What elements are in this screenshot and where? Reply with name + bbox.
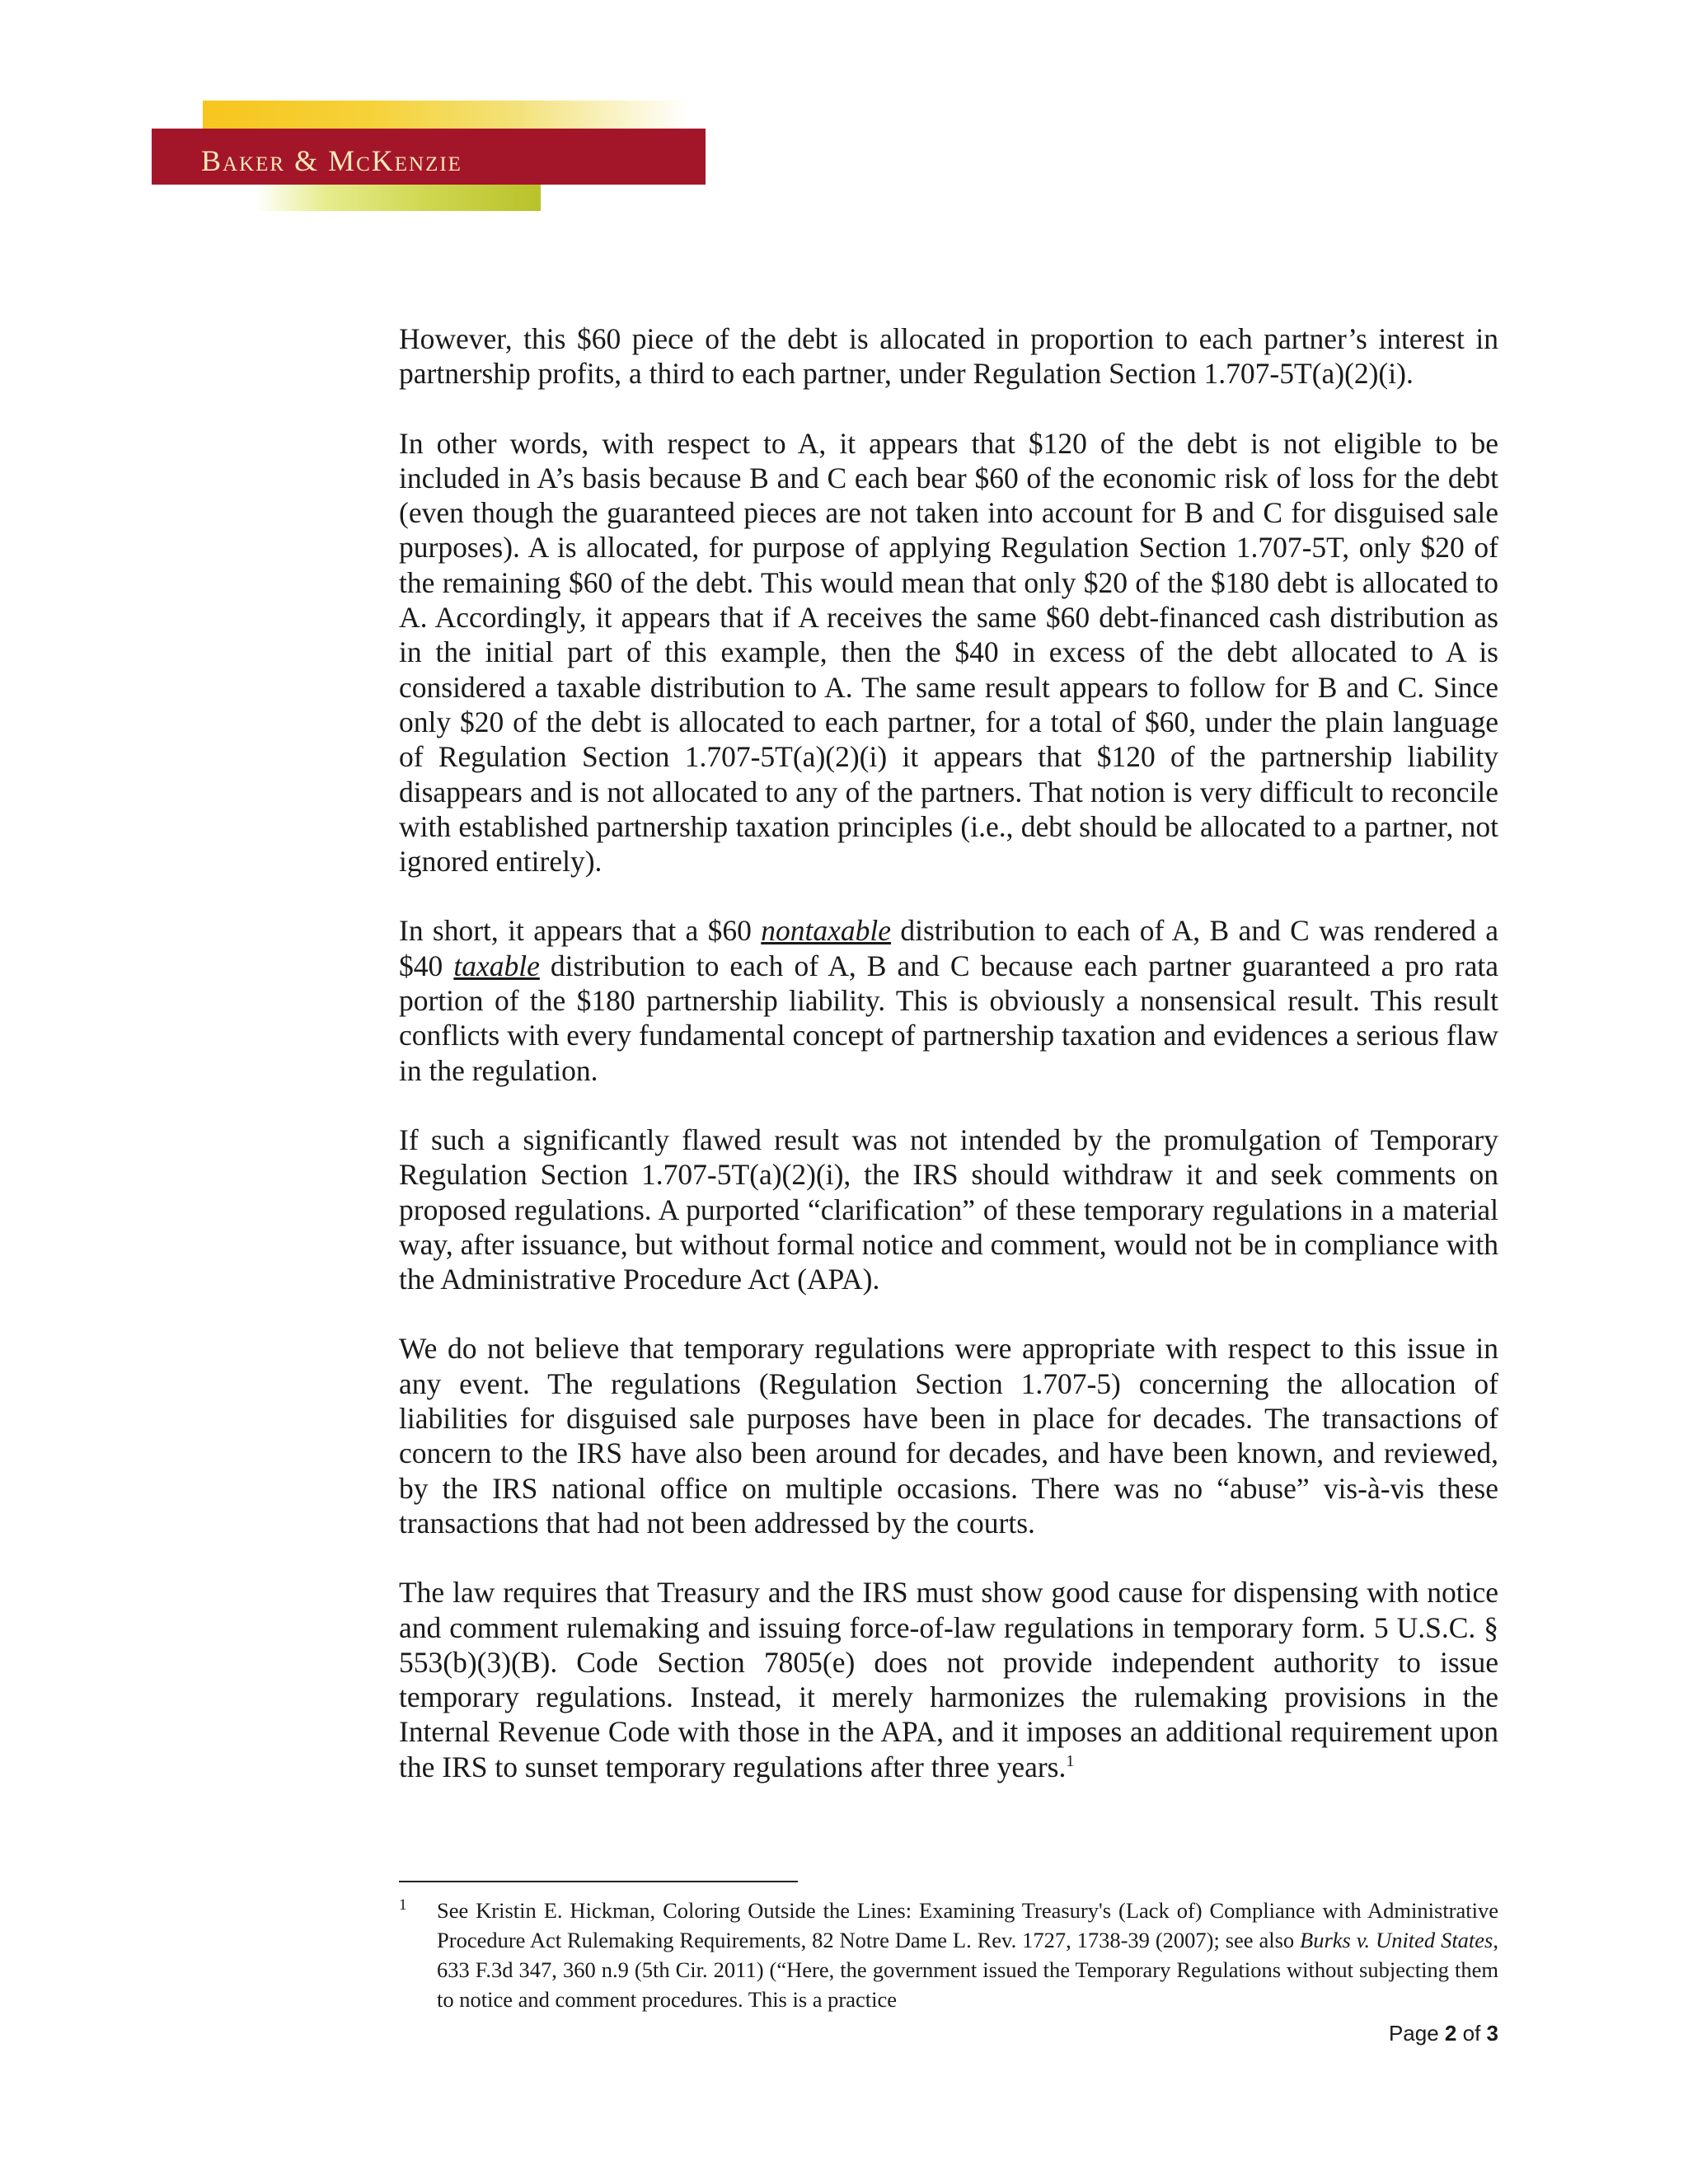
- emphasis-nontaxable: nontaxable: [761, 914, 891, 948]
- paragraph-6: [399, 1575, 1498, 1784]
- footnote-text-b: , 633 F.3d 347, 360 n.9 (5th Cir. 2011) (“Here, the government issued the Temporary Regulations without subjecting them to notice and comment procedures. This is a practice: [437, 1928, 1498, 2012]
- firm-logo: [148, 97, 709, 213]
- footnote-1: [399, 1896, 1498, 2014]
- paragraph-2: In other words, with respect to A, it appears that $120 of the debt is not eligible to be included in A’s basis because B and C each bear $60 of the economic risk of loss for the debt (even though the guaranteed pieces are not taken into account for B and C for disguised sale purposes). A is allocated, for purpose of applying Regulation Section 1.707-5T, only $20 of the remaining $60 of the debt. This would mean that only $20 of the $180 debt is allocated to A. Accordingly, it appears that if A receives the same $60 debt-financed cash distribution as in the initial part of this example, then the $40 in excess of the debt allocated to A is considered a taxable distribution to A. The same result appears to follow for B and C. Since only $20 of the debt is allocated to each partner, for a total of $60, under the plain language of Regulation Section 1.707-5T(a)(2)(i) it appears that $120 of the partnership liability disappears and is not allocated to any of the partners. That notion is very difficult to reconcile with established partnership taxation principles (i.e., debt should be allocated to a partner, not ignored entirely).: [399, 426, 1498, 879]
- page-prefix: Page: [1388, 2021, 1445, 2046]
- page-of: of: [1456, 2021, 1487, 2046]
- paragraph-3-text-a: In short, it appears that a $60: [399, 914, 762, 948]
- logo-text: Baker & McKenzie: [201, 144, 462, 177]
- paragraph-3-text-b: distribution to each of A, B and C was rendered a $40: [399, 914, 1499, 982]
- paragraph-5: We do not believe that temporary regulations were appropriate with respect to this issue in any event. The regulations (Regulation Section 1.707-5) concerning the allocation of liabilities for disguised sale purposes have been in place for decades. The transactions of concern to the IRS have also been around for decades, and have been known, and reviewed, by the IRS national office on multiple occasions. There was no “abuse” vis-à-vis these transactions that had not been addressed by the courts.: [399, 1332, 1498, 1540]
- paragraph-6-text: The law requires that Treasury and the IRS must show good cause for dispensing with notice and comment rulemaking and issuing force-of-law regulations in temporary form. 5 U.S.C. § 553(b)(3)(B). Code Section 7805(e) does not provide independent authority to issue temporary regulations. Instead, it merely harmonizes the rulemaking provisions in the Internal Revenue Code with those in the APA, and it imposes an additional requirement upon the IRS to sunset temporary regulations after three years.: [399, 1576, 1498, 1783]
- footnote-text-a: See Kristin E. Hickman, Coloring Outside the Lines: Examining Treasury's (Lack of) Compliance with Administrative Procedure Act Rulemaking Requirements, 82 Notre Dame L. Rev. 1727, 1738-39 (2007); see also: [437, 1898, 1498, 1952]
- paragraph-4: If such a significantly flawed result was not intended by the promulgation of Temporary Regulation Section 1.707-5T(a)(2)(i), the IRS should withdraw it and seek comments on proposed regulations. A purported “clarification” of these temporary regulations in a material way, after issuance, but without formal notice and comment, would not be in compliance with the Administrative Procedure Act (APA).: [399, 1122, 1498, 1296]
- emphasis-taxable: taxable: [453, 949, 540, 982]
- footnote-number: 1: [399, 1896, 407, 1914]
- page-total: 3: [1486, 2021, 1498, 2046]
- page-number: [1389, 2021, 1498, 2046]
- paragraph-3-text-c: distribution to each of A, B and C because each partner guaranteed a pro rata portion of the $180 partnership liability. This is obviously a nonsensical result. This result conflicts with every fundamental concept of partnership taxation and evidences a serious flaw in the regulation.: [399, 949, 1499, 1087]
- footnote-divider: [399, 1881, 798, 1882]
- footnote-reference[interactable]: 1: [1066, 1751, 1075, 1770]
- page-current: 2: [1444, 2021, 1457, 2046]
- paragraph-3: [399, 913, 1498, 1087]
- footnote-text: [437, 1896, 1498, 2014]
- paragraph-1: However, this $60 piece of the debt is allocated in proportion to each partner’s interest in partnership profits, a third to each partner, under Regulation Section 1.707-5T(a)(2)(i).: [399, 322, 1498, 391]
- logo-green-band: [256, 183, 541, 211]
- letter-body: [399, 321, 1498, 1819]
- footnote-case-name: Burks v. United States: [1300, 1928, 1493, 1952]
